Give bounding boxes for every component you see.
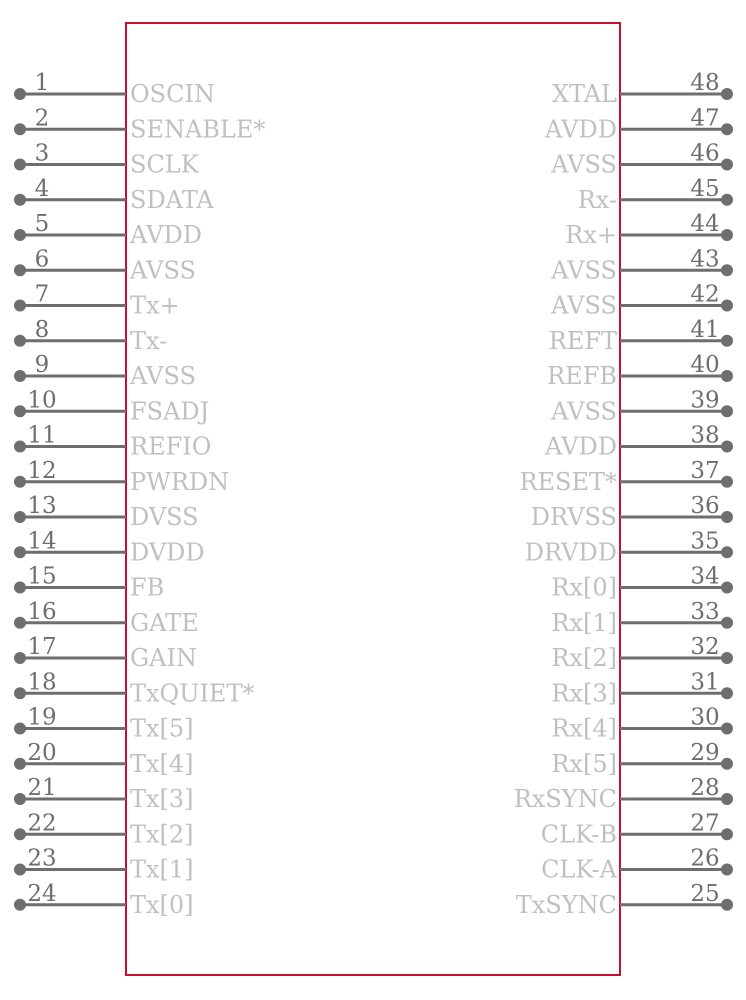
pin-12 [14,458,229,496]
pin-44 [565,211,733,249]
pin-number-label: 7 [34,281,50,308]
pin-26 [541,846,733,884]
pin-47 [544,105,733,143]
pin-number-label: 5 [34,211,50,237]
pin-name-label: CLK-A [541,855,617,884]
pin-32 [551,634,733,672]
pin-name-label: Rx[2] [551,644,617,672]
pin-name-label: AVSS [551,150,617,179]
pin-name-label: SCLK [130,150,199,179]
pin-name-label: Rx[4] [551,714,617,743]
pin-name-label: AVDD [545,432,617,461]
pin-endpoint-dot [14,441,26,453]
pin-number-label: 19 [27,704,57,731]
pin-name-label: AVSS [130,362,196,390]
pin-name-label: RxSYNC [513,785,617,813]
pin-endpoint-dot [721,864,733,876]
pin-10 [14,387,209,425]
pin-30 [551,705,733,743]
pin-number-label: 22 [27,810,57,837]
pin-1 [14,70,215,108]
pin-endpoint-dot [14,793,26,805]
pin-28 [514,775,733,813]
pin-number-label: 25 [690,880,720,907]
pin-name-label: AVDD [545,115,617,144]
right-pin-group [514,70,733,919]
pin-endpoint-dot [721,88,733,100]
pin-endpoint-dot [721,687,733,699]
pin-endpoint-dot [721,582,733,594]
pin-number-label: 17 [27,634,57,660]
pin-number-label: 4 [34,175,50,202]
pin-endpoint-dot [721,723,733,735]
pin-name-label: AVSS [551,397,617,426]
pin-number-label: 20 [27,739,57,766]
pin-number-label: 18 [27,669,57,696]
pin-number-label: 48 [690,70,720,96]
pin-number-label: 31 [690,669,720,696]
pin-name-label: TxQUIET* [130,679,255,708]
pin-7 [14,282,180,320]
pin-number-label: 3 [34,140,50,167]
pin-17 [14,634,197,672]
pin-39 [550,387,733,425]
pin-name-label: Tx[0] [130,890,194,919]
pin-number-label: 21 [27,775,57,801]
pin-number-label: 2 [34,105,50,132]
pin-endpoint-dot [721,335,733,347]
pin-name-label: REFIO [130,432,212,461]
pin-name-label: Rx- [577,185,617,214]
pin-4 [14,176,214,214]
pin-name-label: Tx[2] [130,820,194,849]
pin-name-label: CLK-B [540,820,617,849]
pin-endpoint-dot [14,828,26,840]
pin-21 [14,775,194,813]
pin-endpoint-dot [14,370,26,382]
pin-endpoint-dot [721,758,733,770]
pin-name-label: DRVSS [530,503,617,531]
pin-number-label: 1 [34,70,50,96]
pin-5 [14,211,202,249]
pin-endpoint-dot [14,229,26,241]
pin-number-label: 8 [34,316,50,343]
pin-name-label: FSADJ [130,397,210,426]
pin-14 [14,528,205,566]
pin-endpoint-dot [14,194,26,206]
pin-name-label: TxSYNC [515,890,617,919]
pin-13 [14,493,199,531]
pin-number-label: 34 [690,563,720,590]
pin-36 [531,493,733,531]
pin-endpoint-dot [721,123,733,135]
pin-endpoint-dot [721,652,733,664]
pin-name-label: DRVDD [524,538,617,567]
pin-endpoint-dot [721,159,733,171]
pin-name-label: OSCIN [130,80,215,108]
pin-name-label: REFT [548,326,617,355]
pin-endpoint-dot [14,88,26,100]
pin-33 [551,599,733,637]
pin-number-label: 27 [690,810,720,837]
pin-number-label: 33 [690,598,720,625]
pin-9 [14,352,196,390]
pin-number-label: 28 [690,775,720,801]
pin-name-label: AVSS [130,256,196,285]
pin-name-label: XTAL [551,80,617,108]
pin-endpoint-dot [14,159,26,171]
pin-number-label: 16 [27,598,57,625]
pin-number-label: 37 [690,457,720,484]
pin-42 [550,282,733,320]
pin-endpoint-dot [14,123,26,135]
pin-number-label: 32 [690,634,720,660]
pin-endpoint-dot [721,546,733,558]
pin-endpoint-dot [14,864,26,876]
pin-name-label: Tx[3] [130,785,194,813]
pin-46 [550,141,733,179]
pin-endpoint-dot [721,828,733,840]
pin-endpoint-dot [721,300,733,312]
pin-6 [14,246,196,284]
pin-endpoint-dot [14,546,26,558]
pin-number-label: 10 [27,387,57,414]
pin-name-label: REFB [547,362,617,390]
pin-endpoint-dot [14,758,26,770]
pin-name-label: Tx[5] [130,714,194,743]
pin-endpoint-dot [721,194,733,206]
pin-number-label: 39 [690,387,720,414]
pin-number-label: 26 [690,845,720,872]
pin-name-label: AVDD [130,221,202,249]
pin-endpoint-dot [721,617,733,629]
pin-number-label: 45 [690,175,720,202]
pin-34 [551,564,733,602]
pin-number-label: 46 [690,140,720,167]
pin-number-label: 40 [690,352,720,378]
pin-name-label: Tx[1] [130,855,194,884]
pin-20 [14,740,194,778]
pin-endpoint-dot [721,405,733,417]
pin-endpoint-dot [721,793,733,805]
pin-11 [14,423,211,461]
pin-endpoint-dot [721,264,733,276]
pin-38 [544,423,733,461]
pin-number-label: 38 [690,422,720,449]
pin-2 [14,105,265,143]
pin-number-label: 47 [690,105,720,132]
pin-45 [578,176,733,214]
pin-23 [14,846,194,884]
pin-48 [552,70,733,108]
pin-name-label: RESET* [519,467,617,496]
pin-endpoint-dot [14,476,26,488]
pin-name-label: Rx+ [565,221,617,249]
pin-31 [551,669,733,707]
pin-number-label: 11 [27,422,57,449]
pin-number-label: 13 [27,493,57,519]
pin-endpoint-dot [14,652,26,664]
pin-25 [516,881,733,919]
left-pin-group [14,70,265,919]
pin-name-label: AVSS [551,291,617,320]
pin-8 [14,317,167,355]
pin-endpoint-dot [14,899,26,911]
pin-16 [14,599,199,637]
pin-endpoint-dot [14,264,26,276]
pin-name-label: Tx+ [130,291,180,320]
pin-number-label: 9 [34,352,50,378]
pin-name-label: AVSS [551,256,617,285]
pin-number-label: 23 [27,845,57,872]
pin-19 [14,705,194,743]
pin-name-label: DVSS [130,503,199,531]
pin-name-label: GAIN [130,644,197,672]
pin-18 [14,669,254,707]
pin-number-label: 15 [27,563,57,590]
pin-37 [519,458,733,496]
pin-number-label: 14 [27,528,57,555]
pin-number-label: 29 [690,739,720,766]
pin-name-label: FB [130,573,165,602]
pin-number-label: 44 [690,211,720,237]
pin-number-label: 24 [27,880,57,907]
pin-41 [549,317,733,355]
pin-29 [551,740,733,778]
pin-number-label: 6 [34,246,50,273]
pin-name-label: Rx[3] [551,679,617,708]
pin-endpoint-dot [721,511,733,523]
pin-endpoint-dot [14,300,26,312]
pin-number-label: 36 [690,493,720,519]
pin-15 [14,564,164,602]
pin-name-label: Tx- [130,326,168,355]
pin-name-label: Tx[4] [130,749,194,778]
pin-name-label: SENABLE* [130,115,266,144]
pin-endpoint-dot [721,476,733,488]
pin-number-label: 43 [690,246,720,273]
pin-endpoint-dot [721,370,733,382]
pin-number-label: 41 [690,316,720,343]
pin-name-label: Rx[5] [551,749,617,778]
pin-endpoint-dot [14,511,26,523]
pin-endpoint-dot [721,229,733,241]
pin-endpoint-dot [14,723,26,735]
pin-endpoint-dot [14,687,26,699]
pin-number-label: 30 [690,704,720,731]
pin-endpoint-dot [14,405,26,417]
pin-number-label: 35 [690,528,720,555]
pin-name-label: Rx[0] [551,573,617,602]
pin-27 [541,810,733,848]
pin-number-label: 42 [690,281,720,308]
pin-name-label: Rx[1] [551,608,617,637]
pin-name-label: PWRDN [130,467,230,496]
pin-endpoint-dot [721,441,733,453]
pin-24 [14,881,194,919]
pin-35 [525,528,733,566]
pin-endpoint-dot [721,899,733,911]
pin-22 [14,810,194,848]
pin-40 [547,352,733,390]
pin-3 [14,141,200,179]
pin-name-label: DVDD [130,538,205,567]
pin-endpoint-dot [14,582,26,594]
pin-number-label: 12 [27,457,57,484]
pin-endpoint-dot [14,617,26,629]
pin-endpoint-dot [14,335,26,347]
pin-name-label: GATE [130,608,199,637]
pin-43 [550,246,733,284]
pin-name-label: SDATA [130,185,214,214]
